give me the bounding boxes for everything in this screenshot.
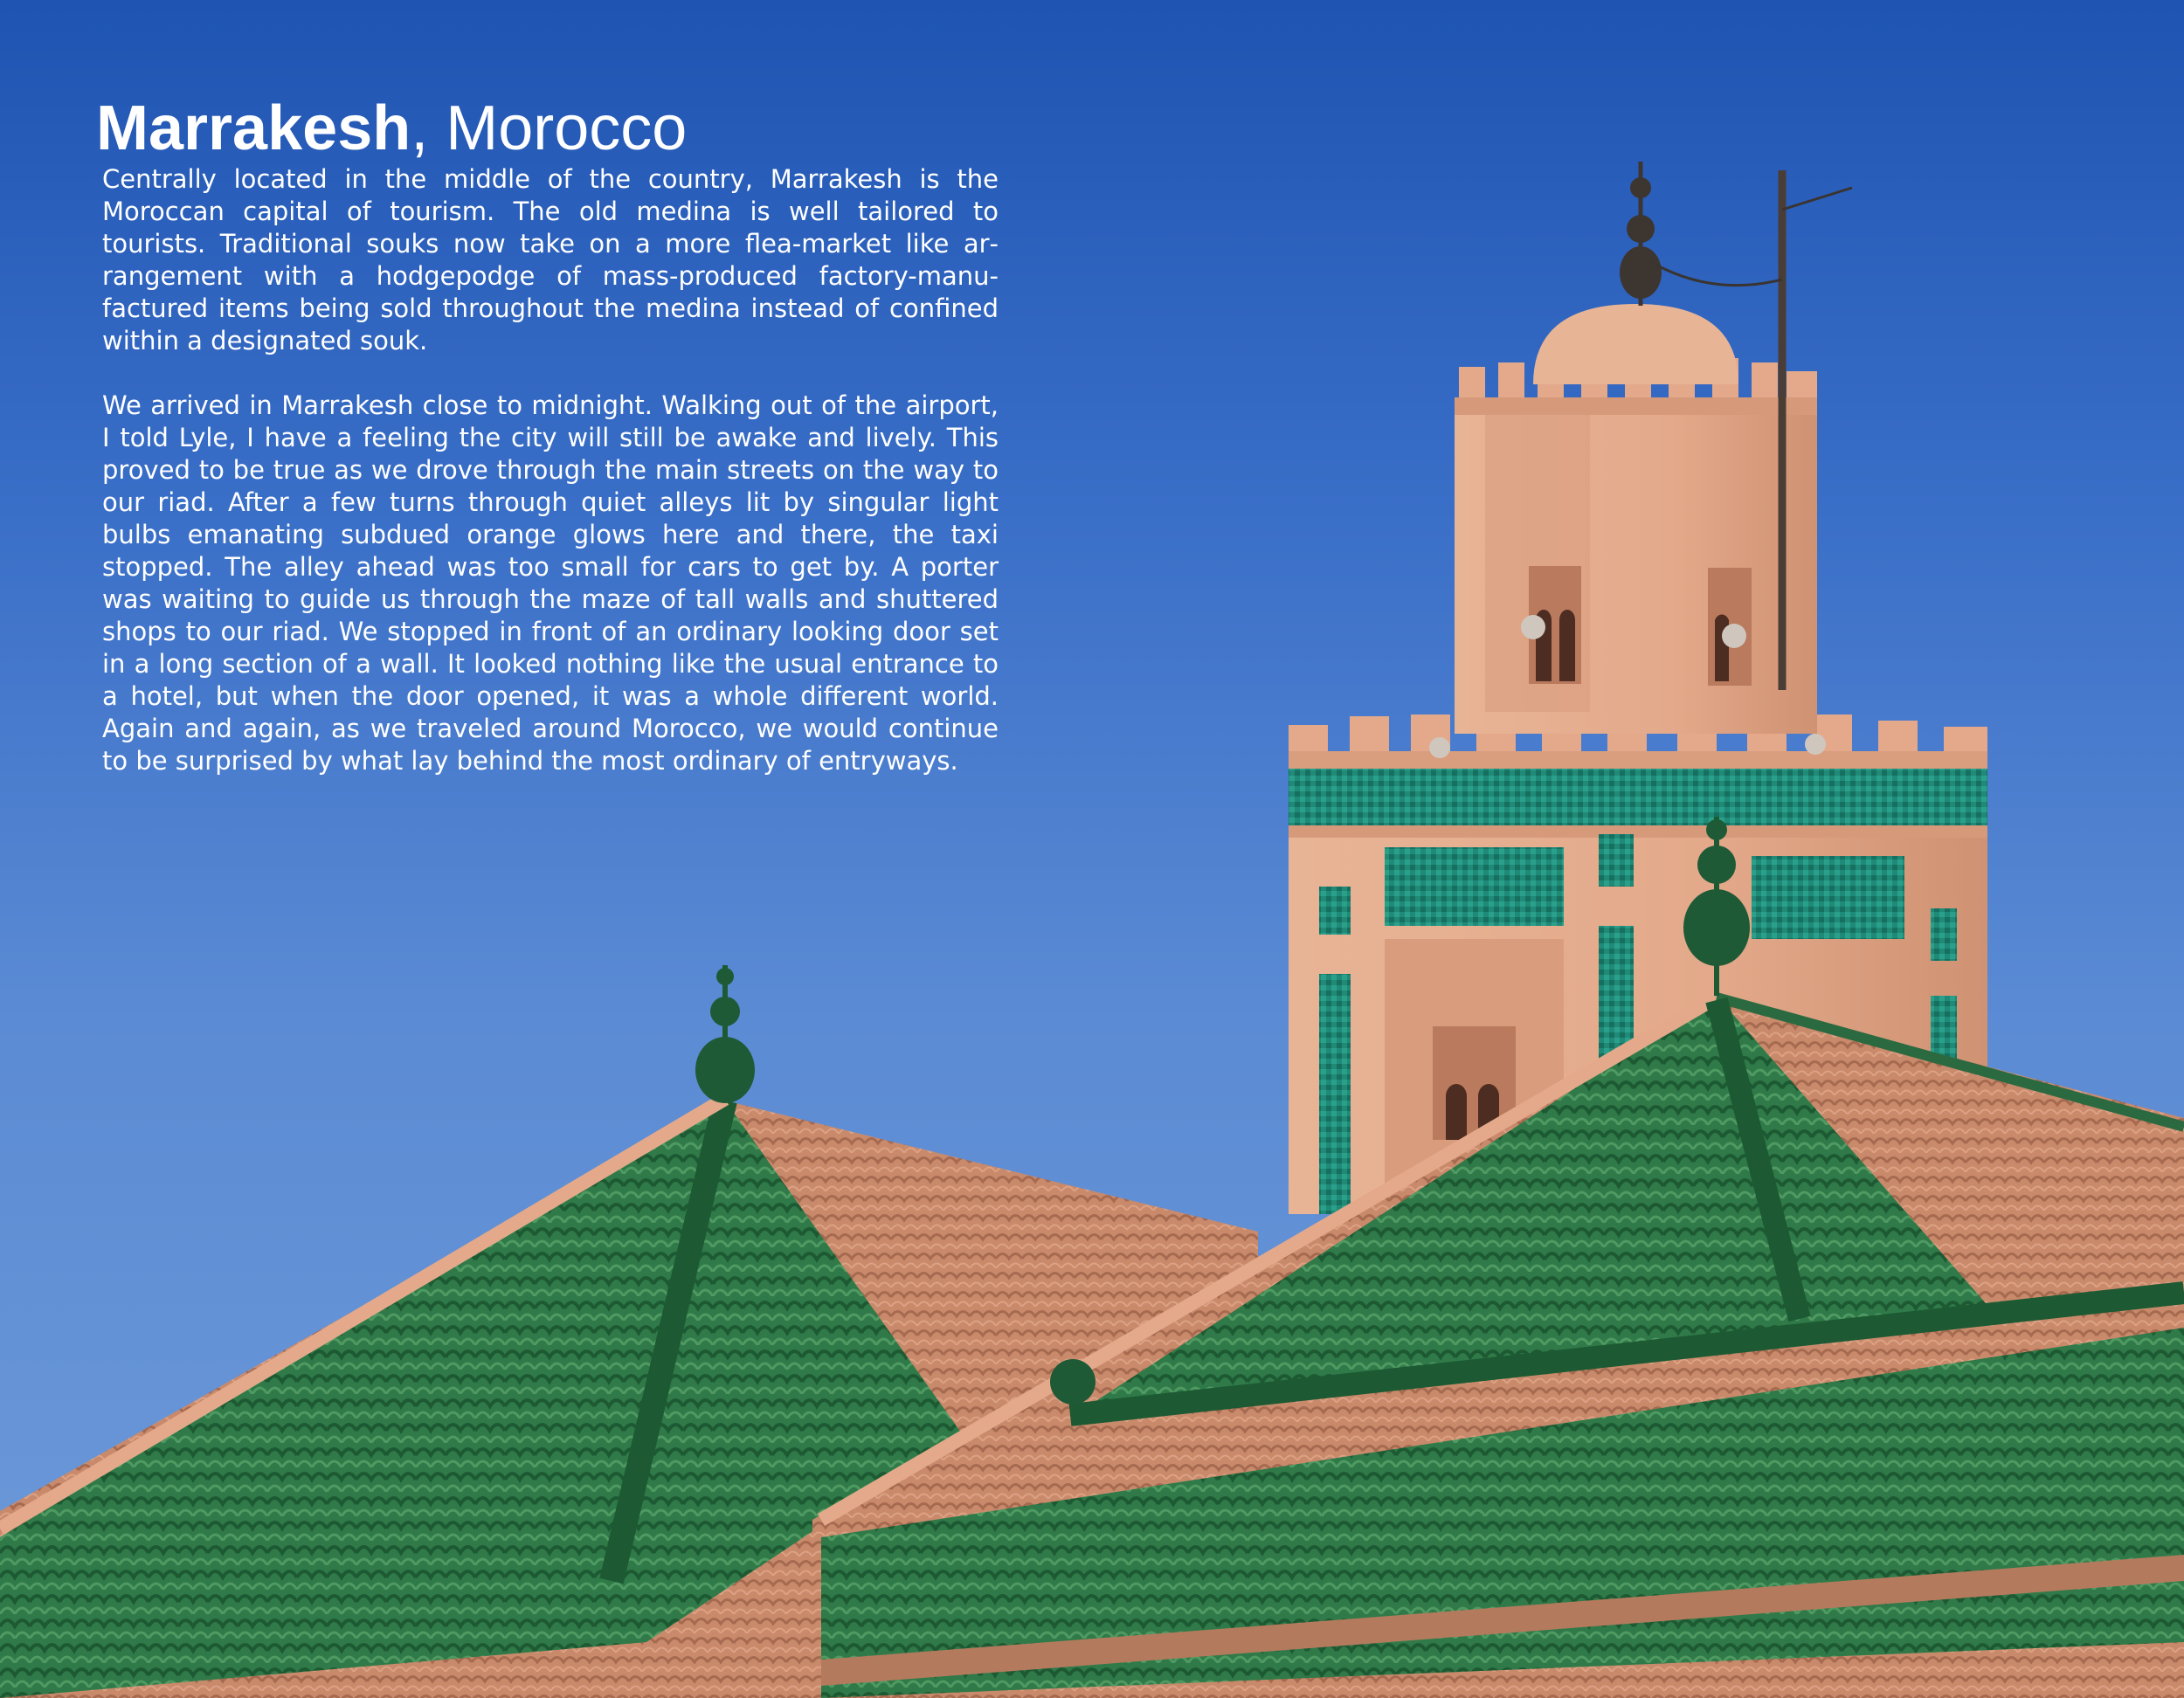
- title-city: Marrakesh: [96, 93, 411, 163]
- paragraph-arrival: We arrived in Marrakesh close to midnight. Walking out of the airport, I told Lyle, I have a feeling the city will still be awake and lively. This proved to be true as we drove through the main streets on the way to our riad. After a few turns through quiet alleys lit by singular light bulbs emanating subdued orange glows here and there, the taxi stopped. The alley ahead was too small for cars to get by. A porter was waiting to guide us through the maze of tall walls and shuttered shops to our riad. We stopped in front of an ordinary looking door set in a long section of a wall. It looked nothing like the usual entrance to a hotel, but when the door opened, it was a whole different world. Again and again, as we traveled around Morocco, we would continue to be surprised by what lay behind the most ordinary of entryways.: [102, 390, 999, 776]
- paragraph-intro: Centrally located in the middle of the country, Marrakesh is the Moroccan capital of tourism. The old medina is well tailored to tourists. Traditional souks now take on a more flea-market like arrangement with a hodgepodge of mass-produced factory-manufactured items being sold throughout the medina instead of confined within a designated souk.: [102, 164, 999, 355]
- title-country: , Morocco: [411, 93, 688, 163]
- page-title: [96, 91, 687, 166]
- article-text: [102, 163, 999, 810]
